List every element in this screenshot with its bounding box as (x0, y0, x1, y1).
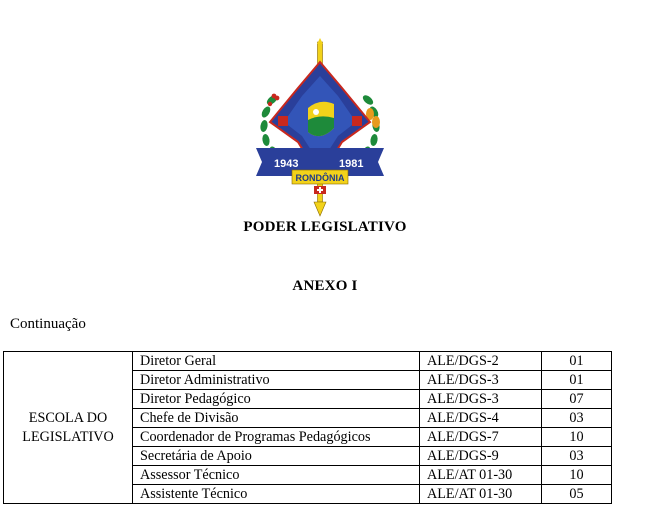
cargo-cell: Coordenador de Programas Pedagógicos (133, 428, 420, 447)
cargo-cell: Chefe de Divisão (133, 409, 420, 428)
continuation-label: Continuação (10, 316, 86, 332)
quantity-cell: 03 (542, 447, 612, 466)
quantity-cell: 01 (542, 352, 612, 371)
code-cell: ALE/DGS-7 (420, 428, 542, 447)
quantity-cell: 10 (542, 466, 612, 485)
crest-year-right: 1981 (339, 158, 364, 170)
cargo-cell: Diretor Administrativo (133, 371, 420, 390)
quantity-cell: 07 (542, 390, 612, 409)
positions-table (3, 351, 612, 504)
code-cell: ALE/DGS-3 (420, 390, 542, 409)
code-cell: ALE/AT 01-30 (420, 466, 542, 485)
code-cell: ALE/DGS-4 (420, 409, 542, 428)
code-cell: ALE/DGS-3 (420, 371, 542, 390)
organization-line-1: ESCOLA DO (28, 409, 108, 426)
table-row (4, 352, 612, 371)
code-cell: ALE/DGS-9 (420, 447, 542, 466)
crest-state-name: RONDÔNIA (295, 173, 345, 183)
quantity-cell: 10 (542, 428, 612, 447)
quantity-cell: 03 (542, 409, 612, 428)
quantity-cell: 05 (542, 485, 612, 504)
page-title: PODER LEGISLATIVO (243, 219, 407, 235)
crest-year-left: 1943 (274, 158, 299, 170)
organization-cell (4, 352, 133, 504)
organization-line-2: LEGISLATIVO (22, 428, 114, 445)
cargo-cell: Diretor Pedagógico (133, 390, 420, 409)
quantity-cell: 01 (542, 371, 612, 390)
code-cell: ALE/DGS-2 (420, 352, 542, 371)
cargo-cell: Diretor Geral (133, 352, 420, 371)
cargo-cell: Assistente Técnico (133, 485, 420, 504)
code-cell: ALE/AT 01-30 (420, 485, 542, 504)
rondonia-coat-of-arms (250, 38, 390, 220)
cargo-cell: Assessor Técnico (133, 466, 420, 485)
annex-title: ANEXO I (292, 278, 358, 294)
cargo-cell: Secretária de Apoio (133, 447, 420, 466)
